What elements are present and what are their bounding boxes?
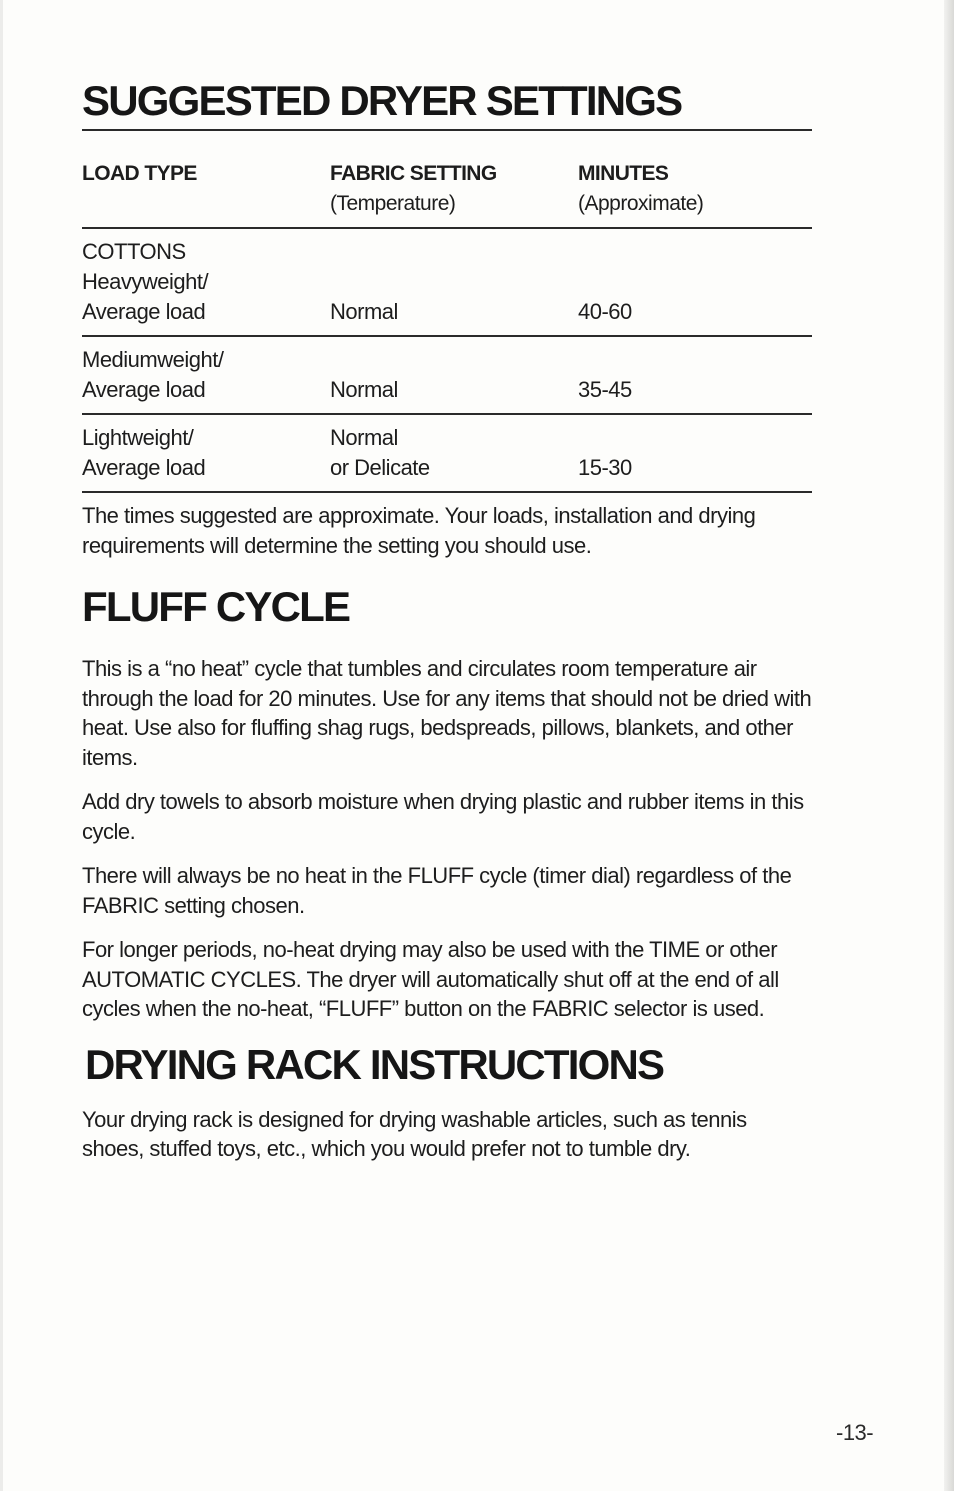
load-type-line: Lightweight/ — [82, 425, 194, 450]
minutes-value: 35-45 — [578, 377, 632, 402]
minutes-value: 15-30 — [578, 455, 632, 480]
fluff-paragraph: There will always be no heat in the FLUFF cycle (timer dial) regardless of the FABRIC setting chosen. — [82, 863, 792, 918]
page-right-edge — [944, 0, 954, 1491]
fabric-setting-line: or Delicate — [330, 455, 430, 480]
table-divider — [82, 491, 812, 493]
header-minutes-sub: (Approximate) — [578, 192, 704, 215]
load-type-line: Average load — [82, 377, 206, 402]
header-minutes-cell — [578, 159, 812, 219]
load-type-cell — [82, 345, 330, 405]
fabric-setting-line: Normal — [330, 377, 398, 402]
fabric-setting-line: Normal — [330, 299, 398, 324]
settings-note: The times suggested are approximate. Your loads, installation and drying requirements will determine the setting you should use. — [82, 503, 756, 558]
fabric-setting-cell — [330, 375, 578, 405]
header-fabric-setting-cell — [330, 159, 578, 219]
load-type-line: Average load — [82, 299, 206, 324]
load-type-line: Heavyweight/ — [82, 269, 209, 294]
page-content — [82, 76, 812, 1164]
minutes-cell — [578, 453, 812, 483]
header-fabric-setting-sub: (Temperature) — [330, 192, 456, 215]
header-fabric-setting: FABRIC SETTING — [330, 162, 497, 185]
header-load-type: LOAD TYPE — [82, 162, 197, 185]
load-type-line: COTTONS — [82, 239, 186, 264]
minutes-cell — [578, 297, 812, 327]
fabric-setting-cell — [330, 297, 578, 327]
load-type-cell — [82, 423, 330, 483]
drying-rack-paragraph: Your drying rack is designed for drying washable articles, such as tennis shoes, stuffed toys, etc., which you would prefer not to tumble dry. — [82, 1106, 747, 1161]
table-row — [82, 415, 812, 491]
page-left-edge — [0, 0, 3, 1491]
table-row — [82, 229, 812, 335]
fluff-paragraph: This is a “no heat” cycle that tumbles and circulates room temperature air through the load for 20 minutes. Use for any items that should not be dried with heat. Use also for fluffing shag rugs, bedspreads, pillows, blankets, and other items. — [82, 656, 812, 770]
drying-rack-title: DRYING RACK INSTRUCTIONS — [85, 1040, 664, 1088]
minutes-cell — [578, 375, 812, 405]
fabric-setting-cell — [330, 423, 578, 483]
fabric-setting-line: Normal — [330, 425, 398, 450]
table-row — [82, 337, 812, 413]
fluff-paragraph: For longer periods, no-heat drying may also be used with the TIME or other AUTOMATIC CYCLES. The dryer will automatically shut off at the end of all cycles when the no-heat, “FLUFF” button on the FABRIC selector is used. — [82, 937, 779, 1021]
fluff-cycle-title: FLUFF CYCLE — [82, 583, 350, 630]
load-type-line: Mediumweight/ — [82, 347, 224, 372]
page-number: -13- — [836, 1420, 874, 1445]
header-minutes: MINUTES — [578, 162, 669, 185]
load-type-cell — [82, 237, 330, 327]
fluff-paragraph: Add dry towels to absorb moisture when drying plastic and rubber items in this cycle. — [82, 789, 804, 844]
minutes-value: 40-60 — [578, 299, 632, 324]
settings-table-header — [82, 131, 812, 227]
load-type-line: Average load — [82, 455, 206, 480]
dryer-settings-title: SUGGESTED DRYER SETTINGS — [82, 77, 682, 124]
header-load-type-cell — [82, 159, 330, 219]
